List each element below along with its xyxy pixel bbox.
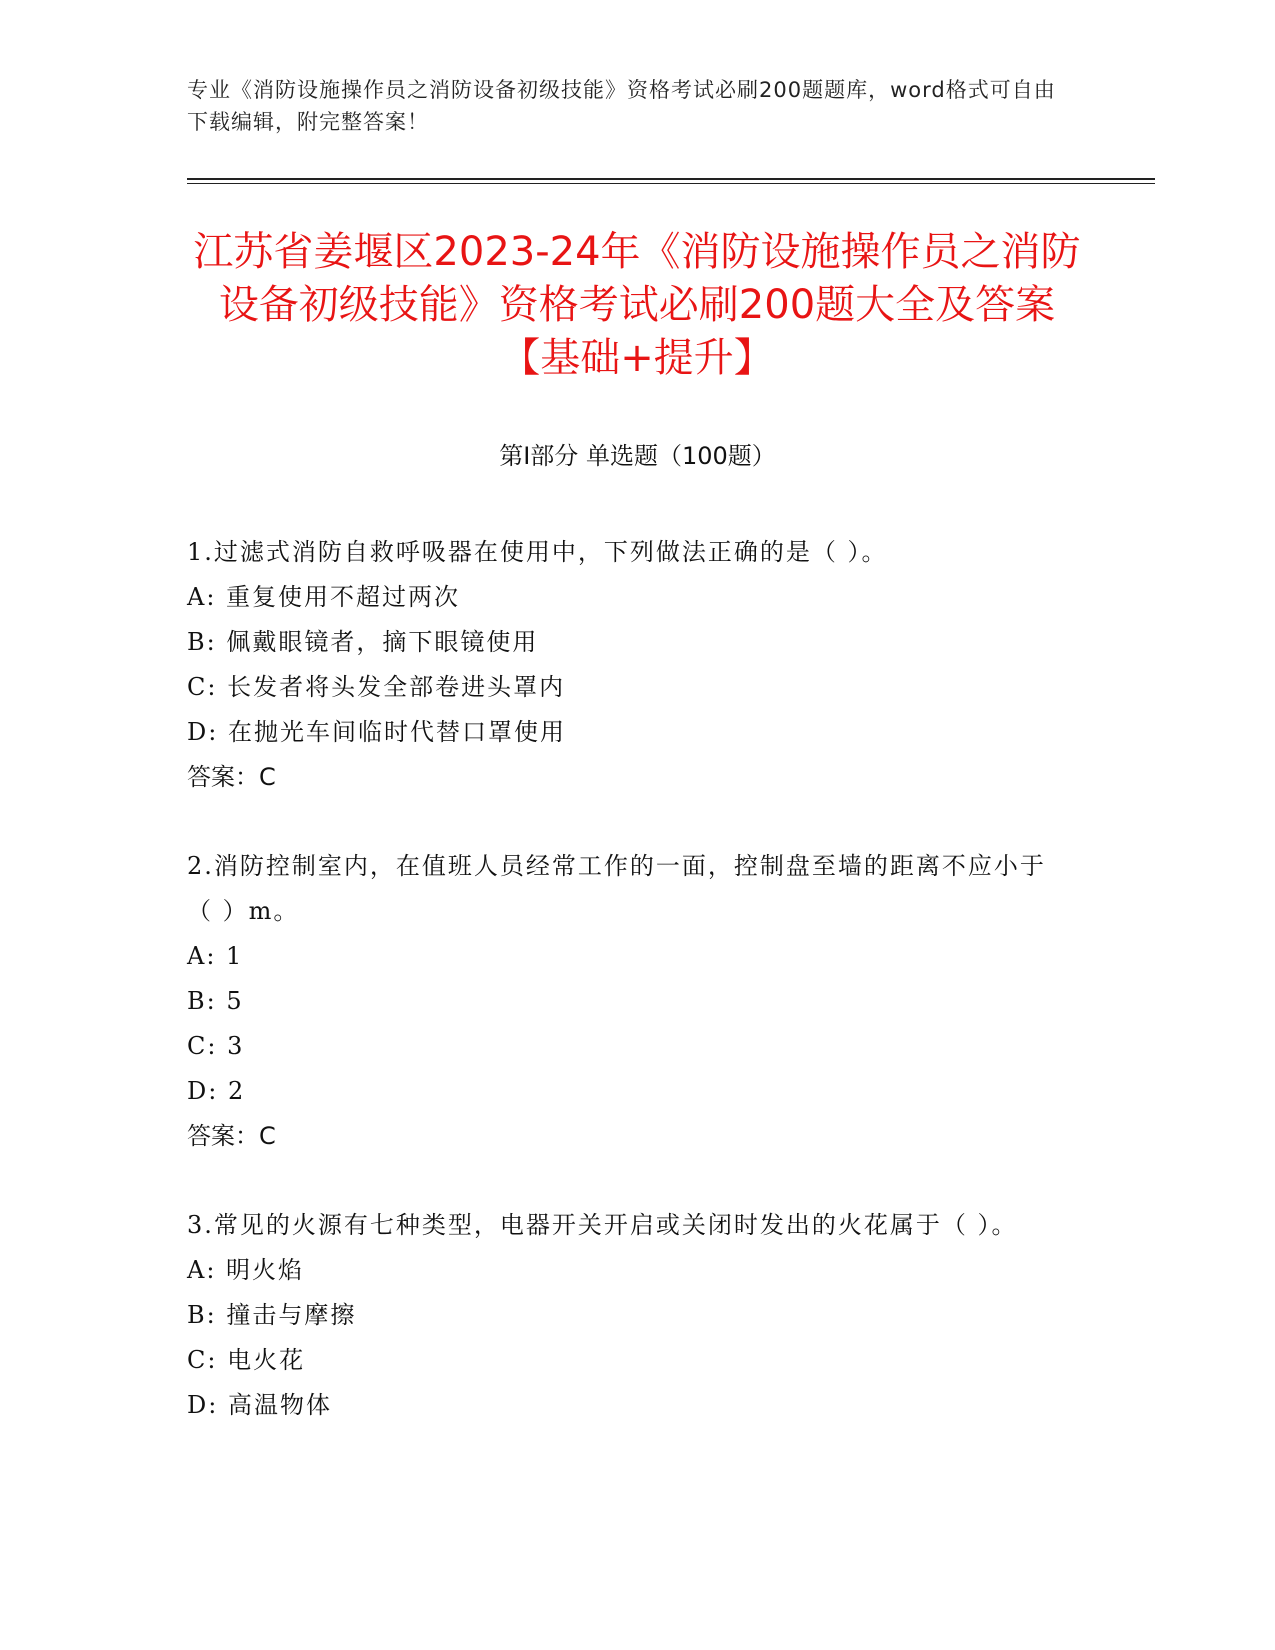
question-2 [187, 844, 1067, 1159]
question-3 [187, 1203, 1067, 1428]
header-divider [187, 178, 1155, 180]
option-a: A: 重复使用不超过两次 [187, 583, 461, 611]
option-c: C: 电火花 [187, 1346, 306, 1374]
section-heading: 第Ⅰ部分 单选题（100题） [499, 442, 776, 470]
option-a: A: 1 [187, 942, 244, 970]
option-d: D: 高温物体 [187, 1391, 332, 1419]
option-d: D: 2 [187, 1077, 246, 1105]
question-1 [187, 530, 1067, 800]
answer: 答案：C [187, 763, 276, 791]
question-stem: 2.消防控制室内，在值班人员经常工作的一面，控制盘至墙的距离不应小于（ ）m。 [187, 852, 1046, 925]
question-stem: 1.过滤式消防自救呼吸器在使用中，下列做法正确的是（ ）。 [187, 538, 888, 566]
option-c: C: 长发者将头发全部卷进头罩内 [187, 673, 566, 701]
option-b: B: 佩戴眼镜者，摘下眼镜使用 [187, 628, 539, 656]
question-list [187, 530, 1067, 1472]
option-c: C: 3 [187, 1032, 245, 1060]
answer: 答案：C [187, 1122, 276, 1150]
option-b: B: 5 [187, 987, 244, 1015]
option-d: D: 在抛光车间临时代替口罩使用 [187, 718, 566, 746]
question-stem: 3.常见的火源有七种类型，电器开关开启或关闭时发出的火花属于（ ）。 [187, 1211, 1018, 1239]
option-a: A: 明火焰 [187, 1256, 305, 1284]
header-divider-thin [187, 183, 1155, 184]
option-b: B: 撞击与摩擦 [187, 1301, 357, 1329]
document-title: 江苏省姜堰区2023-24年《消防设施操作员之消防设备初级技能》资格考试必刷200题大全及答案【基础+提升】 [193, 229, 1081, 381]
header-note: 专业《消防设施操作员之消防设备初级技能》资格考试必刷200题题库，word格式可自由下载编辑，附完整答案！ [187, 78, 1056, 134]
